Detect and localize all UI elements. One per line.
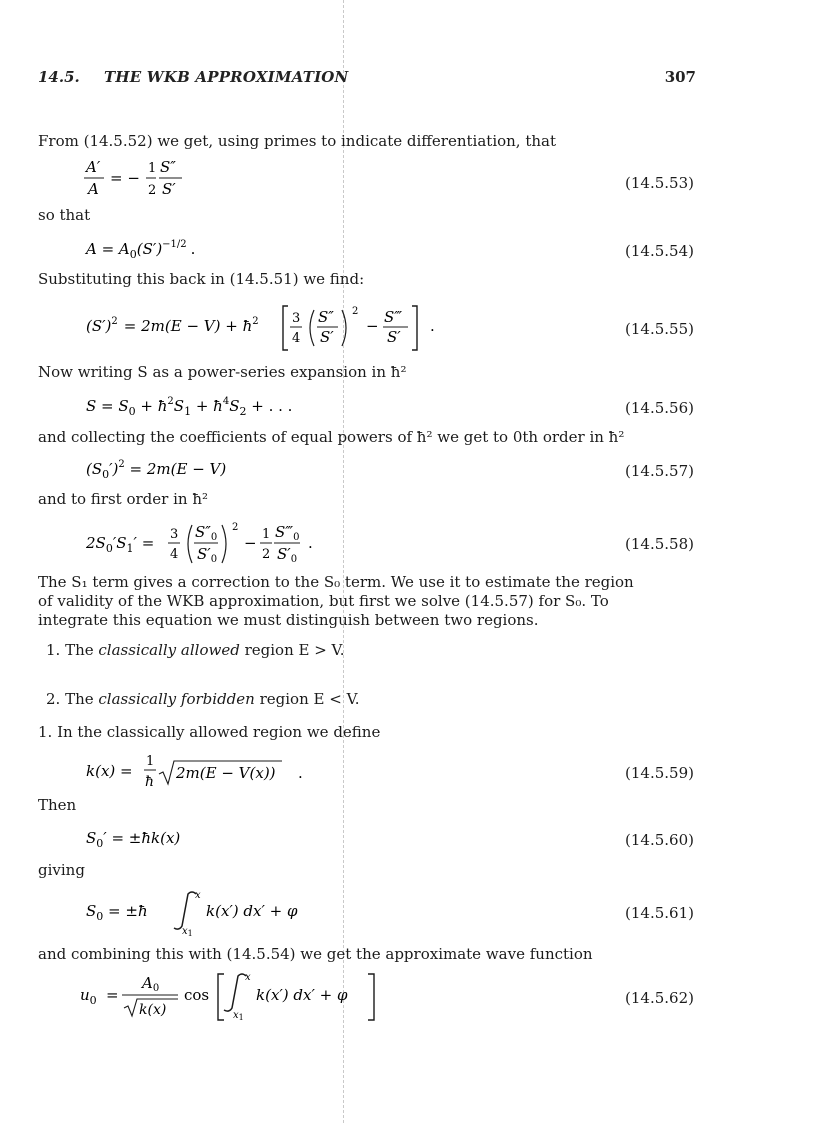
eq53-Aprime: A′ — [86, 158, 101, 176]
eq55-three: 3 — [292, 311, 301, 326]
eq55-minus: − — [366, 317, 379, 335]
eq56-p1: + ħ — [135, 397, 168, 415]
paragraph-then: Then — [38, 796, 77, 814]
eq62-equals: = — [106, 986, 119, 1004]
list-item-forbidden — [46, 690, 360, 708]
eq58-prime: ′ = — [133, 534, 155, 552]
section-number: 14.5. — [38, 68, 80, 86]
eq62-lower-sub: 1 — [238, 1013, 244, 1022]
equation-number-56: (14.5.56) — [625, 399, 694, 417]
eq57-lhs: (S — [86, 460, 103, 478]
svg-text:(S′)2= 2m(E − V) + ħ2 — [86, 316, 259, 335]
eq55-lhs: (S′) — [86, 317, 112, 335]
eq61-s0: 0 — [96, 910, 104, 923]
eq54-rest: (S′) — [136, 240, 163, 258]
eq58-four: 4 — [170, 547, 179, 562]
eq58-sp1: 0 — [210, 554, 218, 565]
svg-text:S0′ = ±ħk(x) — [86, 829, 180, 850]
eq56-e1: 2 — [167, 396, 174, 407]
eq56-tail: + . . . — [246, 397, 293, 415]
eq58-Spp: S″ — [195, 523, 211, 541]
eq58-left-paren — [188, 525, 192, 563]
eq61-integral-sign — [174, 892, 196, 929]
svg-text:A0 — [140, 974, 159, 994]
eq58-spp1: 0 — [290, 554, 298, 565]
eq55-dot: . — [430, 317, 435, 335]
eq61-lower-limit: x — [182, 926, 188, 937]
eq58-lhs: 2S — [86, 534, 106, 552]
eq54-sub0: 0 — [129, 248, 137, 261]
paragraph-power-series: Now writing S as a power-series expansion in ħ² — [38, 363, 407, 381]
list-item-allowed-prefix: 1. The — [46, 641, 94, 659]
eq62-left-bracket — [218, 974, 224, 1020]
eq60-rhs: ′ = ±ħk(x) — [103, 829, 181, 847]
equation-14-5-54 — [82, 236, 262, 262]
eq54-dot: . — [190, 240, 196, 258]
eq62-kx: k(x) — [139, 1002, 167, 1018]
section-title: THE WKB APPROXIMATION — [104, 68, 349, 86]
eq59-one: 1 — [146, 754, 155, 769]
eq58-spp0: 0 — [293, 532, 300, 543]
equation-14-5-61 — [82, 886, 362, 936]
equation-14-5-56 — [82, 393, 342, 419]
eq55-Sp: S′ — [320, 328, 334, 346]
eq53-two: 2 — [148, 183, 157, 198]
eq62-integrand: k(x′) dx′ + φ — [256, 986, 348, 1004]
eq55-sq: 2 — [111, 316, 118, 327]
list-item-allowed-suffix: region E > V. — [244, 641, 345, 659]
eq62-cos: cos — [184, 986, 210, 1004]
eq56-e2: 4 — [222, 396, 230, 407]
eq61-upper-limit: x — [195, 890, 201, 901]
svg-text:x1 — [182, 926, 193, 938]
list-item-forbidden-emph: classically forbidden — [98, 690, 255, 708]
list-item-forbidden-prefix: 2. The — [46, 690, 94, 708]
paragraph-first-order: and to first order in ħ² — [38, 490, 208, 508]
eq58-three: 3 — [170, 527, 179, 542]
svg-text:S‴0 — [275, 523, 299, 543]
eq55-four: 4 — [292, 331, 301, 346]
equation-14-5-58 — [82, 515, 342, 571]
eq62-integral-sign — [224, 974, 246, 1011]
eq54-exp: −1/2 — [162, 239, 187, 250]
eq58-mid: ′S — [112, 534, 127, 552]
eq55-right-bracket — [412, 306, 417, 350]
equation-number-58: (14.5.58) — [625, 535, 694, 553]
eq58-two: 2 — [262, 547, 271, 562]
eq58-sq: 2 — [232, 522, 239, 533]
eq57-s0: 0 — [102, 468, 110, 481]
eq60-s0: 0 — [96, 837, 104, 850]
paragraph-substituting: Substituting this back in (14.5.51) we find: — [38, 270, 365, 288]
paragraph-s1-term-line3: integrate this equation we must distinguish between two regions. — [38, 611, 539, 629]
equation-number-53: (14.5.53) — [625, 174, 694, 192]
equation-14-5-62 — [80, 966, 400, 1024]
running-header — [38, 68, 696, 88]
paragraph-combining: and combining this with (14.5.54) we get the approximate wave function — [38, 945, 593, 963]
eq62-upper-limit: x — [245, 972, 251, 983]
equation-14-5-60 — [82, 825, 282, 851]
eq55-right-paren — [342, 310, 346, 346]
page-number: 307 — [664, 68, 696, 86]
eq55-sq2: 2 — [352, 306, 359, 317]
paragraph-s1-term-line2: of validity of the WKB approximation, but first we solve (14.5.57) for S₀. To — [38, 592, 609, 610]
equation-number-55: (14.5.55) — [625, 320, 694, 338]
list-item-allowed-emph: classically allowed — [98, 641, 240, 659]
svg-text:2S0′S1′ = — [85, 534, 154, 555]
eq62-s0: 0 — [89, 994, 97, 1007]
paragraph-allowed-region: 1. In the classically allowed region we define — [38, 723, 381, 741]
equation-14-5-53 — [82, 157, 202, 203]
svg-text:S′0 — [197, 545, 217, 565]
eq59-lhs: k(x) = — [86, 762, 133, 780]
eq60-lhs: S — [86, 829, 97, 847]
eq55-Spp: S″ — [318, 308, 334, 326]
eq55-h2: 2 — [252, 316, 259, 327]
list-item-forbidden-suffix: region E < V. — [259, 690, 360, 708]
eq53-equals-minus: = − — [110, 169, 140, 187]
eq61-lhs: S — [86, 902, 97, 920]
eq55-left-bracket — [283, 306, 288, 350]
paragraph-giving: giving — [38, 861, 85, 879]
equation-14-5-59 — [82, 748, 342, 794]
eq59-dot: . — [298, 764, 303, 782]
equation-14-5-55 — [82, 300, 482, 356]
eq55-left-paren — [310, 310, 314, 346]
equation-number-61: (14.5.61) — [625, 904, 694, 922]
eq55-Sppp: S‴ — [384, 308, 403, 326]
eq57-rhs: = 2m(E − V) — [124, 460, 227, 478]
equation-14-5-57 — [82, 456, 302, 482]
eq57-sq: 2 — [118, 459, 125, 470]
svg-text:S′0 — [277, 545, 297, 565]
eq59-radicand: 2m(E − V(x)) — [176, 764, 276, 782]
eq56-body: S = S — [86, 397, 129, 415]
eq56-p2: + ħ — [191, 397, 223, 415]
eq58-one: 1 — [262, 527, 271, 542]
eq56-s0: 0 — [128, 405, 136, 418]
svg-text:u0 — [80, 986, 97, 1007]
eq58-Sp: S′ — [197, 545, 211, 563]
svg-text:S″0 — [195, 523, 217, 543]
eq55-Sp2: S′ — [387, 328, 401, 346]
eq58-sp0: 0 — [210, 532, 218, 543]
paragraph-so-that: so that — [38, 206, 91, 224]
eq61-integrand: k(x′) dx′ + φ — [206, 902, 298, 920]
eq62-lhs: u — [80, 986, 90, 1004]
paragraph-collecting: and collecting the coefficients of equal powers of ħ² we get to 0th order in ħ² — [38, 428, 625, 446]
eq53-Spp: S″ — [160, 158, 176, 176]
equation-number-60: (14.5.60) — [625, 831, 694, 849]
list-item-allowed — [46, 641, 345, 659]
eq56-i2: 2 — [239, 405, 247, 418]
eq55-mid: = 2m(E − V) + ħ — [123, 317, 253, 335]
svg-text:x1 — [233, 1010, 244, 1022]
equation-number-57: (14.5.57) — [625, 462, 694, 480]
eq53-one: 1 — [148, 161, 157, 176]
eq58-minus: − — [244, 534, 257, 552]
equation-number-62: (14.5.62) — [625, 989, 694, 1007]
equation-number-54: (14.5.54) — [625, 242, 694, 260]
eq56-s1: S — [173, 397, 185, 415]
equation-number-59: (14.5.59) — [625, 764, 694, 782]
eq58-dot: . — [308, 534, 313, 552]
eq53-Sp: S′ — [162, 180, 176, 198]
eq58-s1: 1 — [126, 542, 134, 555]
svg-text:S0 = ±ħ — [86, 902, 148, 923]
eq58-Sp2: S′ — [277, 545, 291, 563]
eq61-eq: = ±ħ — [103, 902, 148, 920]
eq58-s0a: 0 — [105, 542, 113, 555]
eq62-A0-sub: 0 — [152, 983, 160, 994]
eq59-hbar: ħ — [145, 774, 155, 790]
eq56-s2: S — [229, 397, 240, 415]
eq57-prime: ′) — [109, 460, 119, 478]
eq58-Sppp: S‴ — [275, 523, 294, 541]
svg-text:S = S0 + ħ2S1 + ħ4S2 + . . . — [86, 396, 292, 418]
eq62-A0: A — [142, 974, 153, 992]
eq62-lower-limit: x — [233, 1010, 239, 1021]
eq56-i1: 1 — [184, 405, 192, 418]
eq62-right-bracket — [368, 974, 374, 1020]
svg-text:A = A0(S′)−1/2. — [84, 239, 195, 261]
eq58-right-paren — [222, 525, 226, 563]
eq54-body: A = A — [86, 240, 130, 258]
eq61-lower-sub: 1 — [187, 929, 193, 938]
svg-text:(S0′)2 = 2m(E − V) — [86, 459, 226, 481]
eq53-A: A — [88, 180, 99, 198]
paragraph-s1-term-line1: The S₁ term gives a correction to the S₀ term. We use it to estimate the region — [38, 573, 634, 591]
paragraph-intro: From (14.5.52) we get, using primes to indicate differentiation, that — [38, 132, 556, 150]
